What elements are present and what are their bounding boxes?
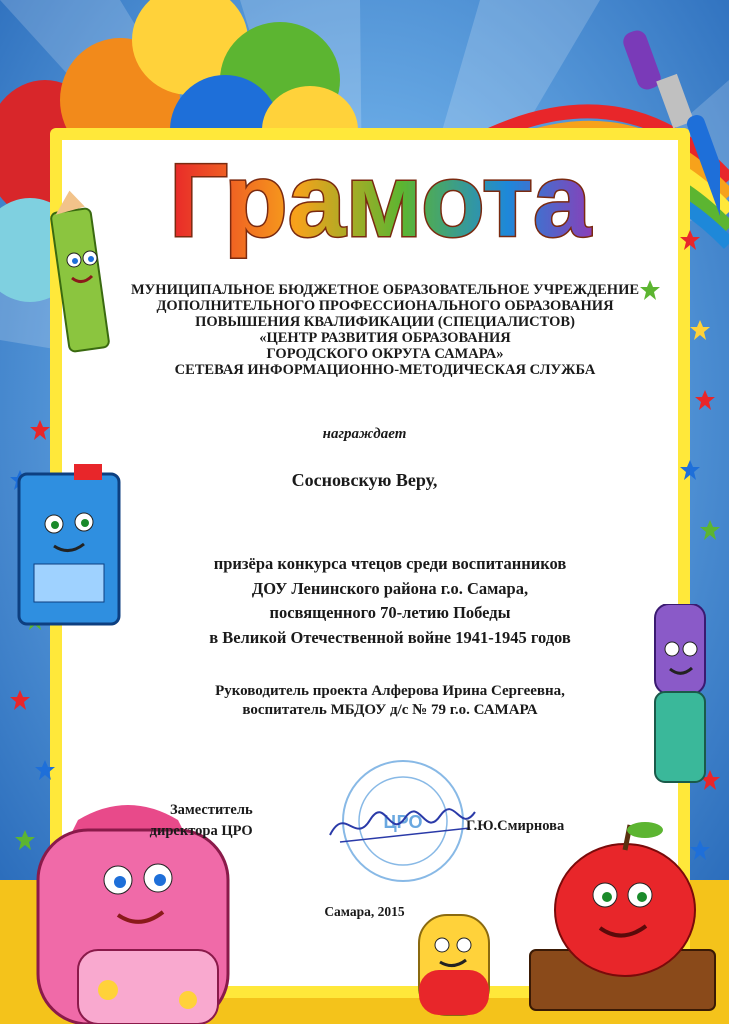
apple-character-icon — [520, 820, 725, 1024]
awards-word: награждает — [322, 426, 407, 442]
reason-line: ДОУ Ленинского района г.о. Самара, — [251, 578, 529, 598]
issuer-block — [90, 282, 680, 378]
issuer-line: «ЦЕНТР РАЗВИТИЯ ОБРАЗОВАНИЯ — [259, 330, 511, 346]
paintbrush-icon — [590, 30, 720, 270]
issuer-line: ГОРОДСКОГО ОКРУГА САМАРА» — [266, 346, 504, 362]
recipient-name: Сосновскую Веру, — [291, 470, 438, 490]
svg-text:ЦРО: ЦРО — [383, 812, 423, 832]
reason-line: призёра конкурса чтецов среди воспитанников — [213, 554, 567, 573]
place-date: Самара, 2015 — [324, 904, 405, 919]
reason-line: посвященного 70-летию Победы — [269, 603, 511, 622]
project-leader — [160, 682, 620, 720]
issuer-line: ДОПОЛНИТЕЛЬНОГО ПРОФЕССИОНАЛЬНОГО ОБРАЗОВАНИЯ — [156, 298, 614, 314]
issuer-line: СЕТЕВАЯ ИНФОРМАЦИОННО-МЕТОДИЧЕСКАЯ СЛУЖБА — [174, 362, 596, 378]
issuer-line: МУНИЦИПАЛЬНОЕ БЮДЖЕТНОЕ ОБРАЗОВАТЕЛЬНОЕ УЧРЕЖДЕНИЕ — [130, 282, 640, 298]
reason-line: в Великой Отечественной войне 1941-1945 годов — [209, 627, 571, 647]
certificate-title — [120, 140, 640, 260]
marker-character-icon — [640, 604, 720, 784]
title-text: Грамота — [169, 143, 591, 259]
award-reason — [130, 552, 650, 650]
leader-line: Руководитель проекта Алферова Ирина Сергеевна, — [215, 683, 565, 699]
issuer-line: ПОВЫШЕНИЯ КВАЛИФИКАЦИИ (СПЕЦИАЛИСТОВ) — [195, 314, 575, 330]
signatory-name: Г.Ю.Смирнова — [466, 818, 565, 834]
signatory-title-line: директора ЦРО — [149, 823, 253, 839]
signatory-title — [149, 800, 253, 842]
handwritten-signature-icon — [320, 800, 480, 850]
leader-line: воспитатель МБДОУ д/с № 79 г.о. САМАРА — [242, 702, 538, 718]
eraser-character-icon — [414, 910, 494, 1020]
signatory-title-line: Заместитель — [170, 802, 253, 818]
